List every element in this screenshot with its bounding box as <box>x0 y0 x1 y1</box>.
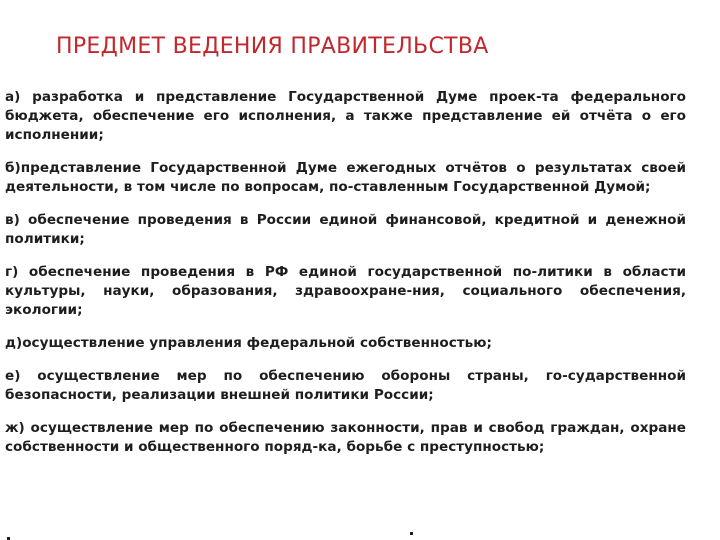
list-item: а) разработка и представление Государственной Думе проек-та федерального бюджета, обеспечение его исполнения, а также представление ей отчёта о его исполнении; <box>5 89 686 143</box>
list-item: г) обеспечение проведения в РФ единой государственной по-литики в области культуры, науки, образования, здравоохране-ния, социального обеспечения, экологии; <box>5 264 686 318</box>
cut-off-text-line <box>5 530 425 540</box>
cut-off-glyph <box>410 532 413 535</box>
list-item: е) осуществление мер по обеспечению обороны страны, го-сударственной безопасности, реализации внешней политики России; <box>5 368 686 403</box>
slide-title: ПРЕДМЕТ ВЕДЕНИЯ ПРАВИТЕЛЬСТВА <box>56 34 489 59</box>
list-item: ж) осуществление мер по обеспечению законности, прав и свобод граждан, охране собственности и общественного поряд-ка, борьбе с преступностью; <box>5 420 686 455</box>
list-item: в) обеспечение проведения в России единой финансовой, кредитной и денежной политики; <box>5 212 686 247</box>
list-item: б)представление Государственной Думе ежегодных отчётов о результатах своей деятельности, в том числе по вопросам, по-ставленным Государственной Думой; <box>5 160 686 195</box>
item-list <box>5 88 686 471</box>
list-item: д)осуществление управления федеральной собственностью; <box>5 335 492 351</box>
